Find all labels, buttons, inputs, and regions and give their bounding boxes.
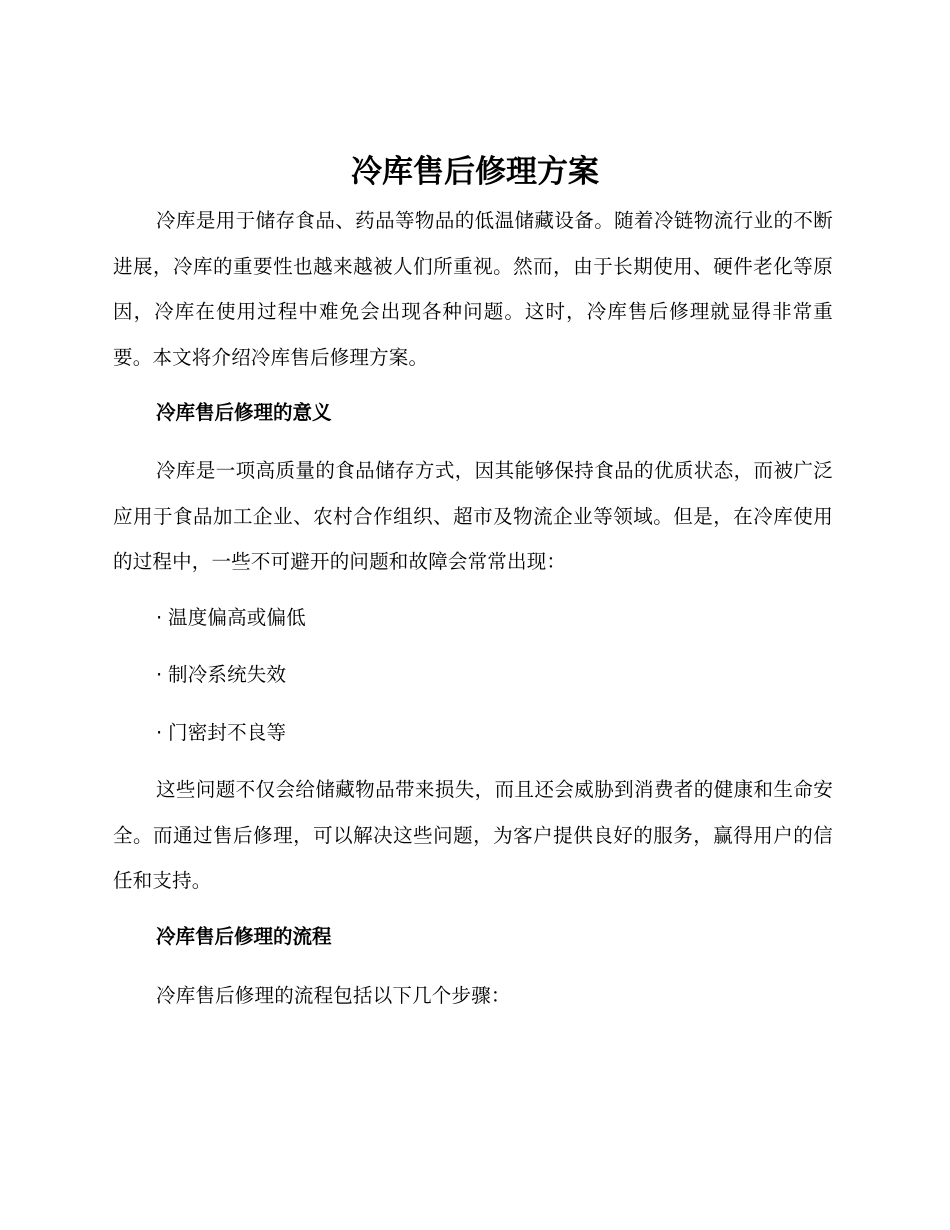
consequence-paragraph: 这些问题不仅会给储藏物品带来损失，而且还会威胁到消费者的健康和生命安全。而通过售后修理，可以解决这些问题，为客户提供良好的服务，赢得用户的信任和支持。: [113, 778, 833, 893]
bullet-marker: ·: [156, 663, 163, 686]
process-paragraph: 冷库售后修理的流程包括以下几个步骤：: [156, 984, 511, 1007]
bullet-text: 温度偏高或偏低: [168, 606, 306, 629]
intro-paragraph: 冷库是用于储存食品、药品等物品的低温储藏设备。随着冷链物流行业的不断进展，冷库的重要性也越来越被人们所重视。然而，由于长期使用、硬件老化等原因，冷库在使用过程中难免会出现各种问题。这时，冷库售后修理就显得非常重要。本文将介绍冷库售后修理方案。: [113, 209, 833, 370]
bullet-text: 门密封不良等: [168, 721, 287, 744]
bullet-item: [156, 718, 286, 748]
document-title: 冷库售后修理方案: [351, 154, 599, 190]
significance-paragraph: 冷库是一项高质量的食品储存方式，因其能够保持食品的优质状态，而被广泛应用于食品加工企业、农村合作组织、超市及物流企业等领域。但是，在冷库使用的过程中，一些不可避开的问题和故障会常常出现：: [113, 459, 833, 574]
bullet-item: [156, 660, 286, 690]
bullet-text: 制冷系统失效: [168, 663, 287, 686]
bullet-marker: ·: [156, 721, 163, 744]
bullet-marker: ·: [156, 606, 163, 629]
section-heading-process: 冷库售后修理的流程: [156, 925, 332, 948]
bullet-item: [156, 603, 306, 633]
section-heading-significance: 冷库售后修理的意义: [156, 401, 332, 424]
